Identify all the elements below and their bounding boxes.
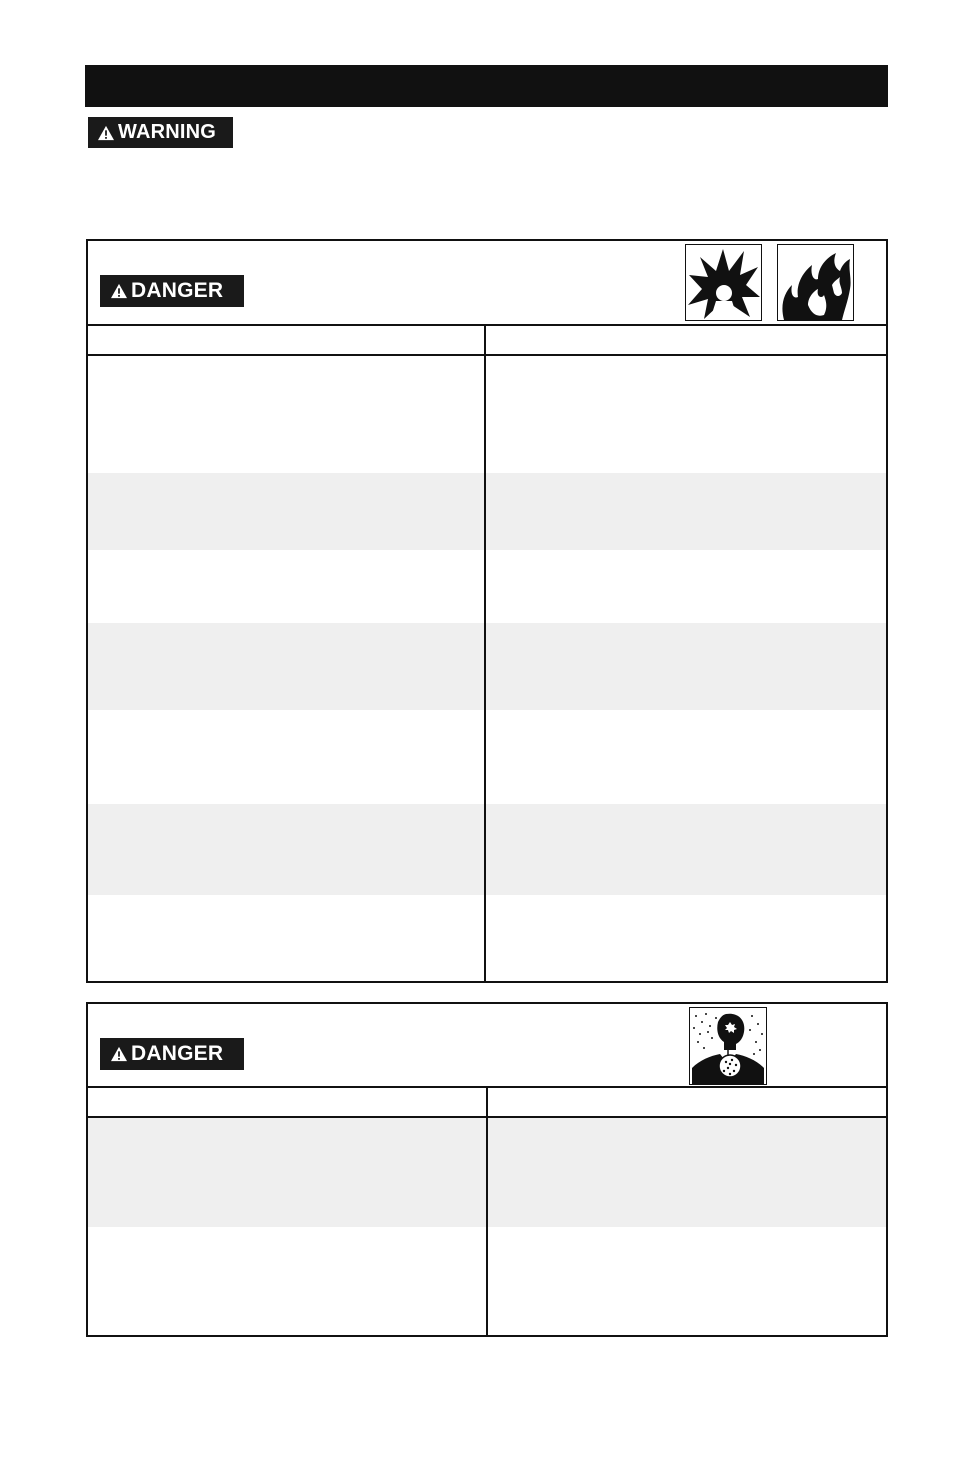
warning-label-text: WARNING bbox=[118, 121, 217, 143]
danger-label-text: DANGER bbox=[131, 1042, 224, 1065]
table-row bbox=[88, 895, 886, 981]
table-row bbox=[88, 804, 886, 895]
table-row bbox=[88, 550, 886, 623]
section-header-bar bbox=[85, 65, 888, 107]
table-row bbox=[88, 710, 886, 804]
danger-label bbox=[100, 275, 244, 307]
warning-label bbox=[88, 117, 233, 148]
explosion-icon bbox=[685, 244, 762, 321]
table-row bbox=[88, 356, 886, 473]
hazard-panel-toxic-fumes bbox=[86, 1002, 888, 1337]
danger-label-text: DANGER bbox=[131, 279, 224, 302]
table-row bbox=[88, 623, 886, 710]
warning-triangle-icon bbox=[110, 283, 128, 299]
table-row bbox=[88, 473, 886, 550]
warning-triangle-icon bbox=[110, 1046, 128, 1062]
danger-label bbox=[100, 1038, 244, 1070]
hazard-panel-fire-explosion bbox=[86, 239, 888, 983]
warning-triangle-icon bbox=[97, 125, 115, 141]
fire-icon bbox=[777, 244, 854, 321]
toxic-fumes-icon bbox=[689, 1007, 767, 1085]
